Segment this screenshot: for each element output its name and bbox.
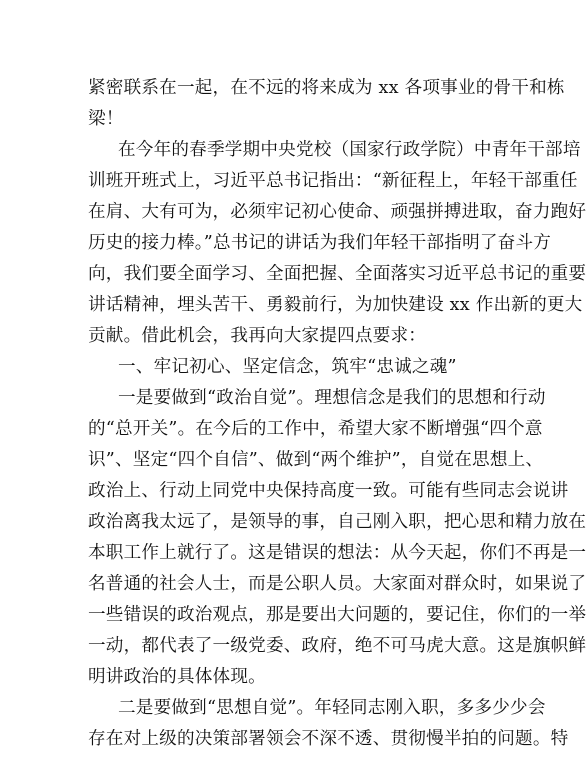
- section-heading: 一、牢记初心、坚定信念，筑牢“忠诚之魂”: [118, 357, 457, 377]
- text-line: 讲话精神，埋头苦干、勇毅前行，为加快建设 xx 作出新的更大: [88, 295, 583, 315]
- text-line: 训班开班式上，习近平总书记指出：“新征程上，年轻干部重任: [88, 171, 578, 191]
- paragraph-start-line: 二是要做到“思想自觉”。年轻同志刚入职，多多少少会: [118, 698, 546, 718]
- text-line: 一些错误的政治观点，那是要出大问题的，要记住，你们的一举: [88, 605, 586, 625]
- text-line: 名普通的社会人士，而是公职人员。大家面对群众时，如果说了: [88, 574, 586, 594]
- paragraph-start-line: 在今年的春季学期中央党校（国家行政学院）中青年干部培: [118, 140, 581, 160]
- text-line: 本职工作上就行了。这是错误的想法：从今天起，你们不再是一: [88, 543, 586, 563]
- text-line: 一动，都代表了一级党委、政府，绝不可马虎大意。这是旗帜鲜: [88, 636, 586, 656]
- text-line: 明讲政治的具体体现。: [88, 667, 266, 687]
- text-line: 紧密联系在一起，在不远的将来成为 xx 各项事业的骨干和栋: [88, 78, 565, 98]
- text-line: 历史的接力棒。”总书记的讲话为我们年轻干部指明了奋斗方: [88, 233, 552, 253]
- paragraph-start-line: 一是要做到“政治自觉”。理想信念是我们的思想和行动: [118, 388, 546, 408]
- text-line: 政治离我太远了，是领导的事，自己刚入职，把心思和精力放在: [88, 512, 586, 532]
- text-line: 政治上、行动上同党中央保持高度一致。可能有些同志会说讲: [88, 481, 569, 501]
- text-line: 的“总开关”。在今后的工作中，希望大家不断增强“四个意: [88, 419, 543, 439]
- text-line: 梁！: [88, 109, 124, 129]
- text-line: 向，我们要全面学习、全面把握、全面落实习近平总书记的重要: [88, 264, 586, 284]
- text-line: 在肩、大有可为，必须牢记初心使命、顽强拼搏进取，奋力跑好: [88, 202, 586, 222]
- text-line: 贡献。借此机会，我再向大家提四点要求：: [88, 326, 427, 346]
- text-line: 存在对上级的决策部署领会不深不透、贯彻慢半拍的问题。特: [88, 729, 569, 749]
- text-line: 识”、坚定“四个自信”、做到“两个维护”，自觉在思想上、: [88, 450, 544, 470]
